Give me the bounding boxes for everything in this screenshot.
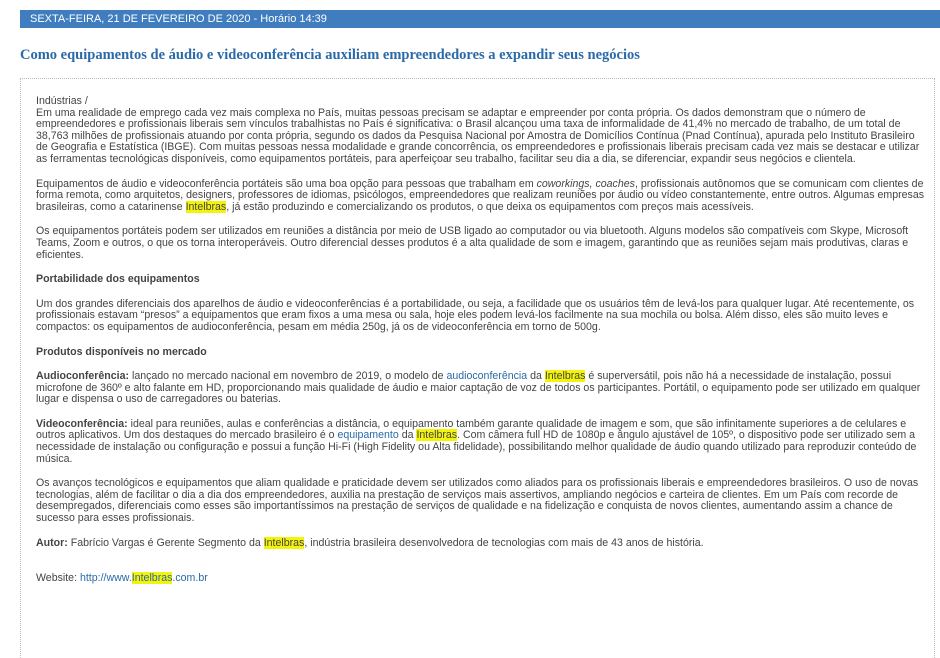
paragraph-intro: Em uma realidade de emprego cada vez mais complexa no País, muitas pessoas precisam se adaptar e empreender por conta própria. Os dados demonstram que o número de empreendedores e profissionais liberais sem vínculos trabalhistas no País é significativa: o Brasil alcançou uma taxa de informalidade de 41,4% no mercado de trabalho, de um total de 38,763 milhões de profissionais atuando por conta própria, segundo os dados da Pesquisa Nacional por Amostra de Domicílios Contínua (Pnad Contínua), apurada pelo Instituto Brasileiro de Geografia e Estatística (IBGE). Com muitas pessoas nessa modalidade e grande concorrência, os empreendedores e profissionais liberais precisam cada vez mais se destacar e utilizar as ferramentas tecnológicas disponíveis, como equipamentos portáteis, para aperfeiçoar seu trabalho, facilitar seu dia a dia, se diferenciar, expandir seus negócios e clientela. — [36, 106, 920, 165]
brand-highlight: Intelbras — [416, 429, 458, 442]
heading-products: Produtos disponíveis no mercado — [36, 345, 207, 358]
paragraph-portable-equipment: Equipamentos de áudio e videoconferência portáteis são uma boa opção para pessoas que trabalham em coworkings, coaches, profissionais autônomos que se comunicam com clientes de forma remota, como arquitetos, designers, professores de idiomas, psicólogos, empreendedores que realizam reuniões por áudio ou vídeo constantemente, entre outros. Algumas empresas brasileiras, como a catarinense Intelbras, já estão produzindo e comercializando os produtos, o que deixa os equipamentos com preços mais acessíveis. — [36, 177, 925, 213]
paragraph-conclusion: Os avanços tecnológicos e equipamentos que aliam qualidade e praticidade devem ser utilizados como aliados para os profissionais liberais e empreendedores brasileiros. O uso de novas tecnologias, além de facilitar o dia a dia dos empreendedores, auxilia na prestação de serviços mais assertivos, ampliando negócios e carteira de clientes. Em um País com recorde de desempregados, diferenciais como esses são importantíssimos na prestação de serviços de qualidade e na fidelização e conquista de novos clientes, aumentando assim a chance de sucesso para esses profissionais. — [36, 477, 919, 525]
article-title: Como equipamentos de áudio e videoconferência auxiliam empreendedores a expandir seus negócios — [20, 47, 640, 63]
italic-text: coworkings, coaches — [536, 177, 635, 190]
category-link[interactable]: Indústrias / — [36, 95, 88, 107]
website-label: Website: — [36, 572, 80, 585]
paragraph-portability: Um dos grandes diferenciais dos aparelhos de áudio e videoconferências é a portabilidade, ou seja, a facilidade que os usuários têm de levá-los para qualquer lugar. Até recentemente, os profissionais estavam “presos” a equipamentos que eram fixos a uma mesa ou sala, hoje eles podem levá-los facilmente na sua mochila ou bolsa. Além disso, eles são muito leves e compactos: os equipamentos de audioconferência, pesam em média 250g, já os de videoconferência em torno de 500g. — [36, 297, 915, 333]
audioconference-link[interactable]: audioconferência — [446, 370, 528, 383]
website-link[interactable]: http://www.Intelbras.com.br — [79, 572, 208, 585]
heading-portability: Portabilidade dos equipamentos — [36, 273, 200, 286]
category-line — [36, 96, 926, 108]
article-content — [36, 96, 926, 598]
brand-highlight: Intelbras — [263, 536, 305, 549]
paragraph-author: Autor: Fabrício Vargas é Gerente Segmento da Intelbras, indústria brasileira desenvolvedora de tecnologias com mais de 43 anos de história. — [36, 536, 704, 549]
date-bar: SEXTA-FEIRA, 21 DE FEVEREIRO DE 2020 - Horário 14:39 — [20, 10, 940, 28]
paragraph-videoconference: Videoconferência: ideal para reuniões, aulas e conferências a distância, o equipamento também garante qualidade de imagem e som, que são infinitamente superiores a de celulares e outros aplicativos. Um dos destaques do mercado brasileiro é o equipamento da Intelbras. Com câmera full HD de 1080p e ângulo ajustável de 105º, o dispositivo pode ser utilizado sem a necessidade de instalação ou configuração e possui a função Hi-Fi (High Fidelity ou Alta fidelidade), possibilitando melhor qualidade de áudio quando utilizado para reproduzir conteúdo de música. — [36, 417, 917, 465]
equipment-link[interactable]: equipamento — [337, 429, 399, 442]
brand-highlight: Intelbras — [185, 200, 227, 213]
audio-label: Audioconferência: — [36, 370, 130, 383]
brand-highlight: Intelbras — [544, 370, 586, 383]
video-label: Videoconferência: — [36, 417, 128, 430]
paragraph-audioconference: Audioconferência: lançado no mercado nacional em novembro de 2019, o modelo de audioconferência da Intelbras é superversátil, pois não há a necessidade de instalação, possui microfone de 360º e alto falante em HD, proporcionando mais qualidade de áudio e maior captação de voz de todos os participantes. Portátil, o equipamento pode ser utilizado em qualquer lugar e dispensa o uso de carregadores ou baterias. — [36, 370, 921, 406]
paragraph-website — [36, 573, 926, 585]
author-label: Autor: — [36, 536, 68, 549]
paragraph-usage: Os equipamentos portáteis podem ser utilizados em reuniões a distância por meio de USB ligado ao computador ou via bluetooth. Alguns modelos são compatíveis com Skype, Microsoft Teams, Zoom e outros, o que os torna interoperáveis. Outro diferencial desses produtos é a alta qualidade de som e imagem, garantindo que as reuniões sejam mais produtivas, claras e eficientes. — [36, 225, 909, 261]
